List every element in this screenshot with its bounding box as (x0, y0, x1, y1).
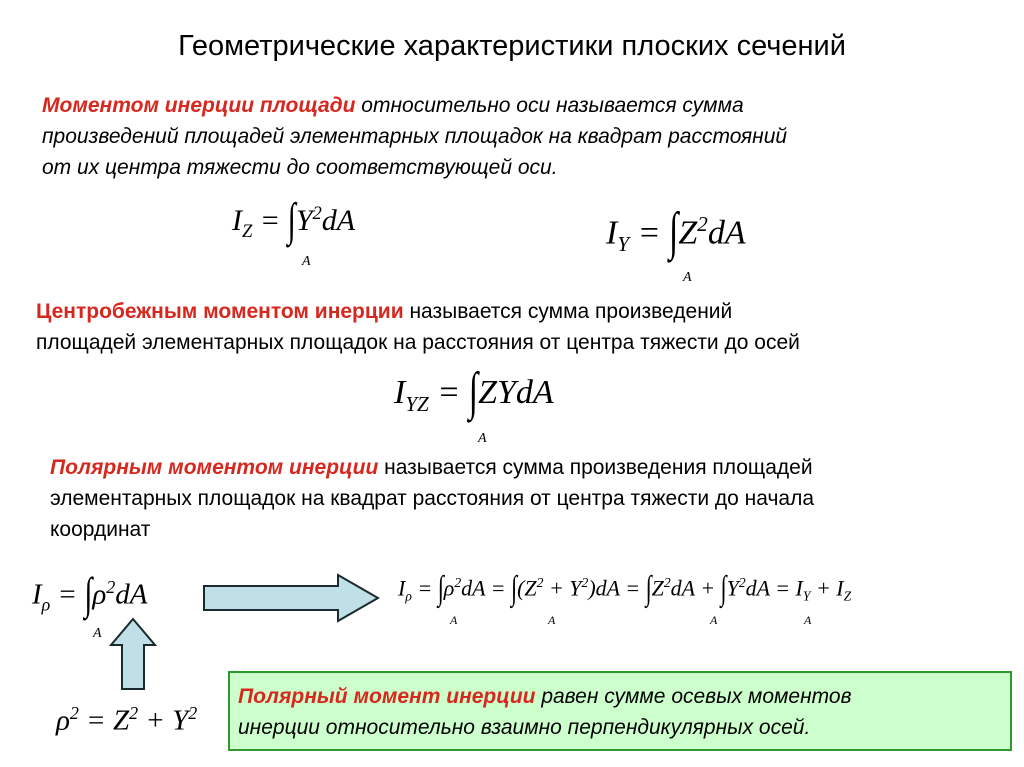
centrifugal-term: Центробежным моментом инерции (36, 300, 404, 323)
note-term: Полярный момент инерции (238, 685, 536, 708)
formula-rho-squared: $\rho^2 = Z^2 + Y^2$ (56, 703, 198, 737)
axial-definition: Моментом инерции площади относительно оси называется сумма произведений площадей элементарных площадок на квадрат расстояний от их центра тяжести до соответствующей оси. (42, 94, 788, 179)
formula-iy-limit: A (683, 270, 692, 285)
axial-term: Моментом инерции площади (42, 94, 356, 117)
formula-iyz: $I_{YZ}$ = ∫ZYdA (394, 363, 554, 421)
chain-limit-2: A (548, 613, 556, 627)
chain-limit-1: A (450, 613, 458, 627)
formula-iyz-limit: A (478, 431, 487, 446)
polar-definition: Полярным моментом инерции называется сумма произведения площадей элементарных площадок на квадрат расстояния от центра тяжести до начала координат (50, 456, 815, 541)
formula-iz: $I_Z = \int Y^2dA$ (232, 194, 356, 246)
up-arrow-icon (108, 617, 158, 692)
formula-iz-limit: A (302, 254, 311, 269)
polar-note-box: Полярный момент инерции равен сумме осевых моментов инерции относительно взаимно перпендикулярных осей. (228, 671, 1012, 751)
formula-irho: $I_\rho = \int\rho^2dA$ (32, 569, 148, 620)
chain-limit-4: A (804, 613, 812, 627)
page-title: Геометрические характеристики плоских сечений (178, 30, 846, 62)
formula-polar-chain: $I_\rho = \int\rho^2dA = \int(Z^2 + Y^2)dA = \int Z^2dA + \int Y^2dA = I_Y + I_Z$ (398, 568, 852, 607)
polar-term: Полярным моментом инерции (50, 456, 379, 479)
formula-iy: $I_Y = \int Z^2dA$ (606, 203, 746, 262)
right-arrow-icon (202, 573, 382, 623)
centrifugal-definition: Центробежным моментом инерции называется сумма произведений площадей элементарных площадок на расстояния от центра тяжести до осей (36, 300, 800, 354)
formula-irho-limit: A (93, 626, 102, 641)
chain-limit-3: A (710, 613, 718, 627)
